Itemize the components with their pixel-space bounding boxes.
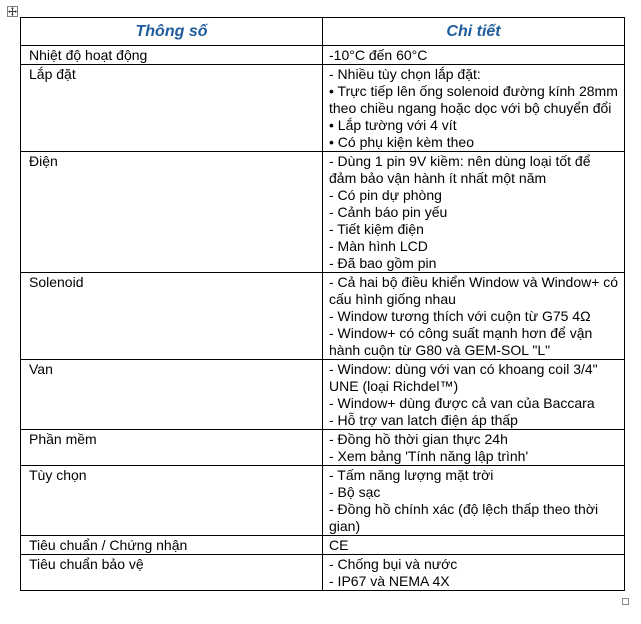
detail-line: - Tấm năng lượng mặt trời	[329, 467, 494, 483]
table-row	[21, 152, 625, 273]
row-label: Tùy chọn	[21, 466, 323, 536]
table-move-handle-icon[interactable]	[7, 6, 18, 17]
detail-line: - Bộ sạc	[329, 484, 381, 500]
row-detail	[323, 273, 625, 360]
detail-line: - IP67 và NEMA 4X	[329, 573, 450, 589]
detail-line: -10°C đến 60°C	[329, 47, 428, 63]
detail-line: - Nhiều tùy chọn lắp đặt:	[329, 66, 481, 82]
spec-table-body	[21, 46, 625, 591]
detail-line: • Lắp tường với 4 vít	[329, 117, 457, 133]
table-row	[21, 536, 625, 555]
detail-line: • Có phụ kiện kèm theo	[329, 134, 474, 150]
detail-line: - Window+ có công suất mạnh hơn để vận hành cuộn từ G80 và GEM-SOL "L"	[329, 325, 593, 358]
detail-line: - Window+ dùng được cả van của Baccara	[329, 395, 595, 411]
row-label: Nhiệt độ hoạt động	[21, 46, 323, 65]
detail-line: - Window: dùng với van có khoang coil 3/4" UNE (loại Richdel™)	[329, 361, 598, 394]
table-resize-handle-icon[interactable]	[622, 598, 629, 605]
detail-line: - Có pin dự phòng	[329, 187, 442, 203]
row-detail	[323, 360, 625, 430]
table-row	[21, 65, 625, 152]
header-row	[21, 18, 625, 46]
detail-line: - Hỗ trợ van latch điện áp thấp	[329, 412, 518, 428]
detail-line: CE	[329, 537, 349, 553]
header-parameter: Thông số	[21, 18, 323, 46]
table-row	[21, 430, 625, 466]
detail-line: - Màn hình LCD	[329, 238, 428, 254]
row-detail	[323, 46, 625, 65]
row-label: Phần mềm	[21, 430, 323, 466]
header-detail: Chi tiết	[323, 18, 625, 46]
detail-line: - Chống bụi và nước	[329, 556, 458, 572]
detail-line: • Trực tiếp lên ống solenoid đường kính 28mm theo chiều ngang hoặc dọc với bộ chuyển đổi	[329, 83, 618, 116]
spec-table	[20, 17, 625, 591]
row-detail	[323, 430, 625, 466]
row-label: Tiêu chuẩn bảo vệ	[21, 555, 323, 591]
detail-line: - Đồng hồ chính xác (độ lệch thấp theo thời gian)	[329, 501, 599, 534]
detail-line: - Đã bao gồm pin	[329, 255, 437, 271]
detail-line: - Dùng 1 pin 9V kiềm: nên dùng loại tốt để đảm bảo vận hành ít nhất một năm	[329, 153, 591, 186]
detail-line: - Window tương thích với cuộn từ G75 4Ω	[329, 308, 591, 324]
table-row	[21, 555, 625, 591]
row-label: Điện	[21, 152, 323, 273]
detail-line: - Đồng hồ thời gian thực 24h	[329, 431, 508, 447]
table-row	[21, 273, 625, 360]
detail-line: - Xem bảng 'Tính năng lập trình'	[329, 448, 529, 464]
detail-line: - Cảnh báo pin yếu	[329, 204, 448, 220]
row-detail	[323, 555, 625, 591]
detail-line: - Cả hai bộ điều khiển Window và Window+ có cấu hình giống nhau	[329, 274, 619, 307]
row-detail	[323, 466, 625, 536]
detail-line: - Tiết kiệm điện	[329, 221, 424, 237]
row-label: Tiêu chuẩn / Chứng nhận	[21, 536, 323, 555]
row-detail	[323, 65, 625, 152]
row-detail	[323, 152, 625, 273]
table-row	[21, 466, 625, 536]
row-label: Lắp đặt	[21, 65, 323, 152]
row-detail	[323, 536, 625, 555]
row-label: Solenoid	[21, 273, 323, 360]
row-label: Van	[21, 360, 323, 430]
table-row	[21, 46, 625, 65]
table-row	[21, 360, 625, 430]
